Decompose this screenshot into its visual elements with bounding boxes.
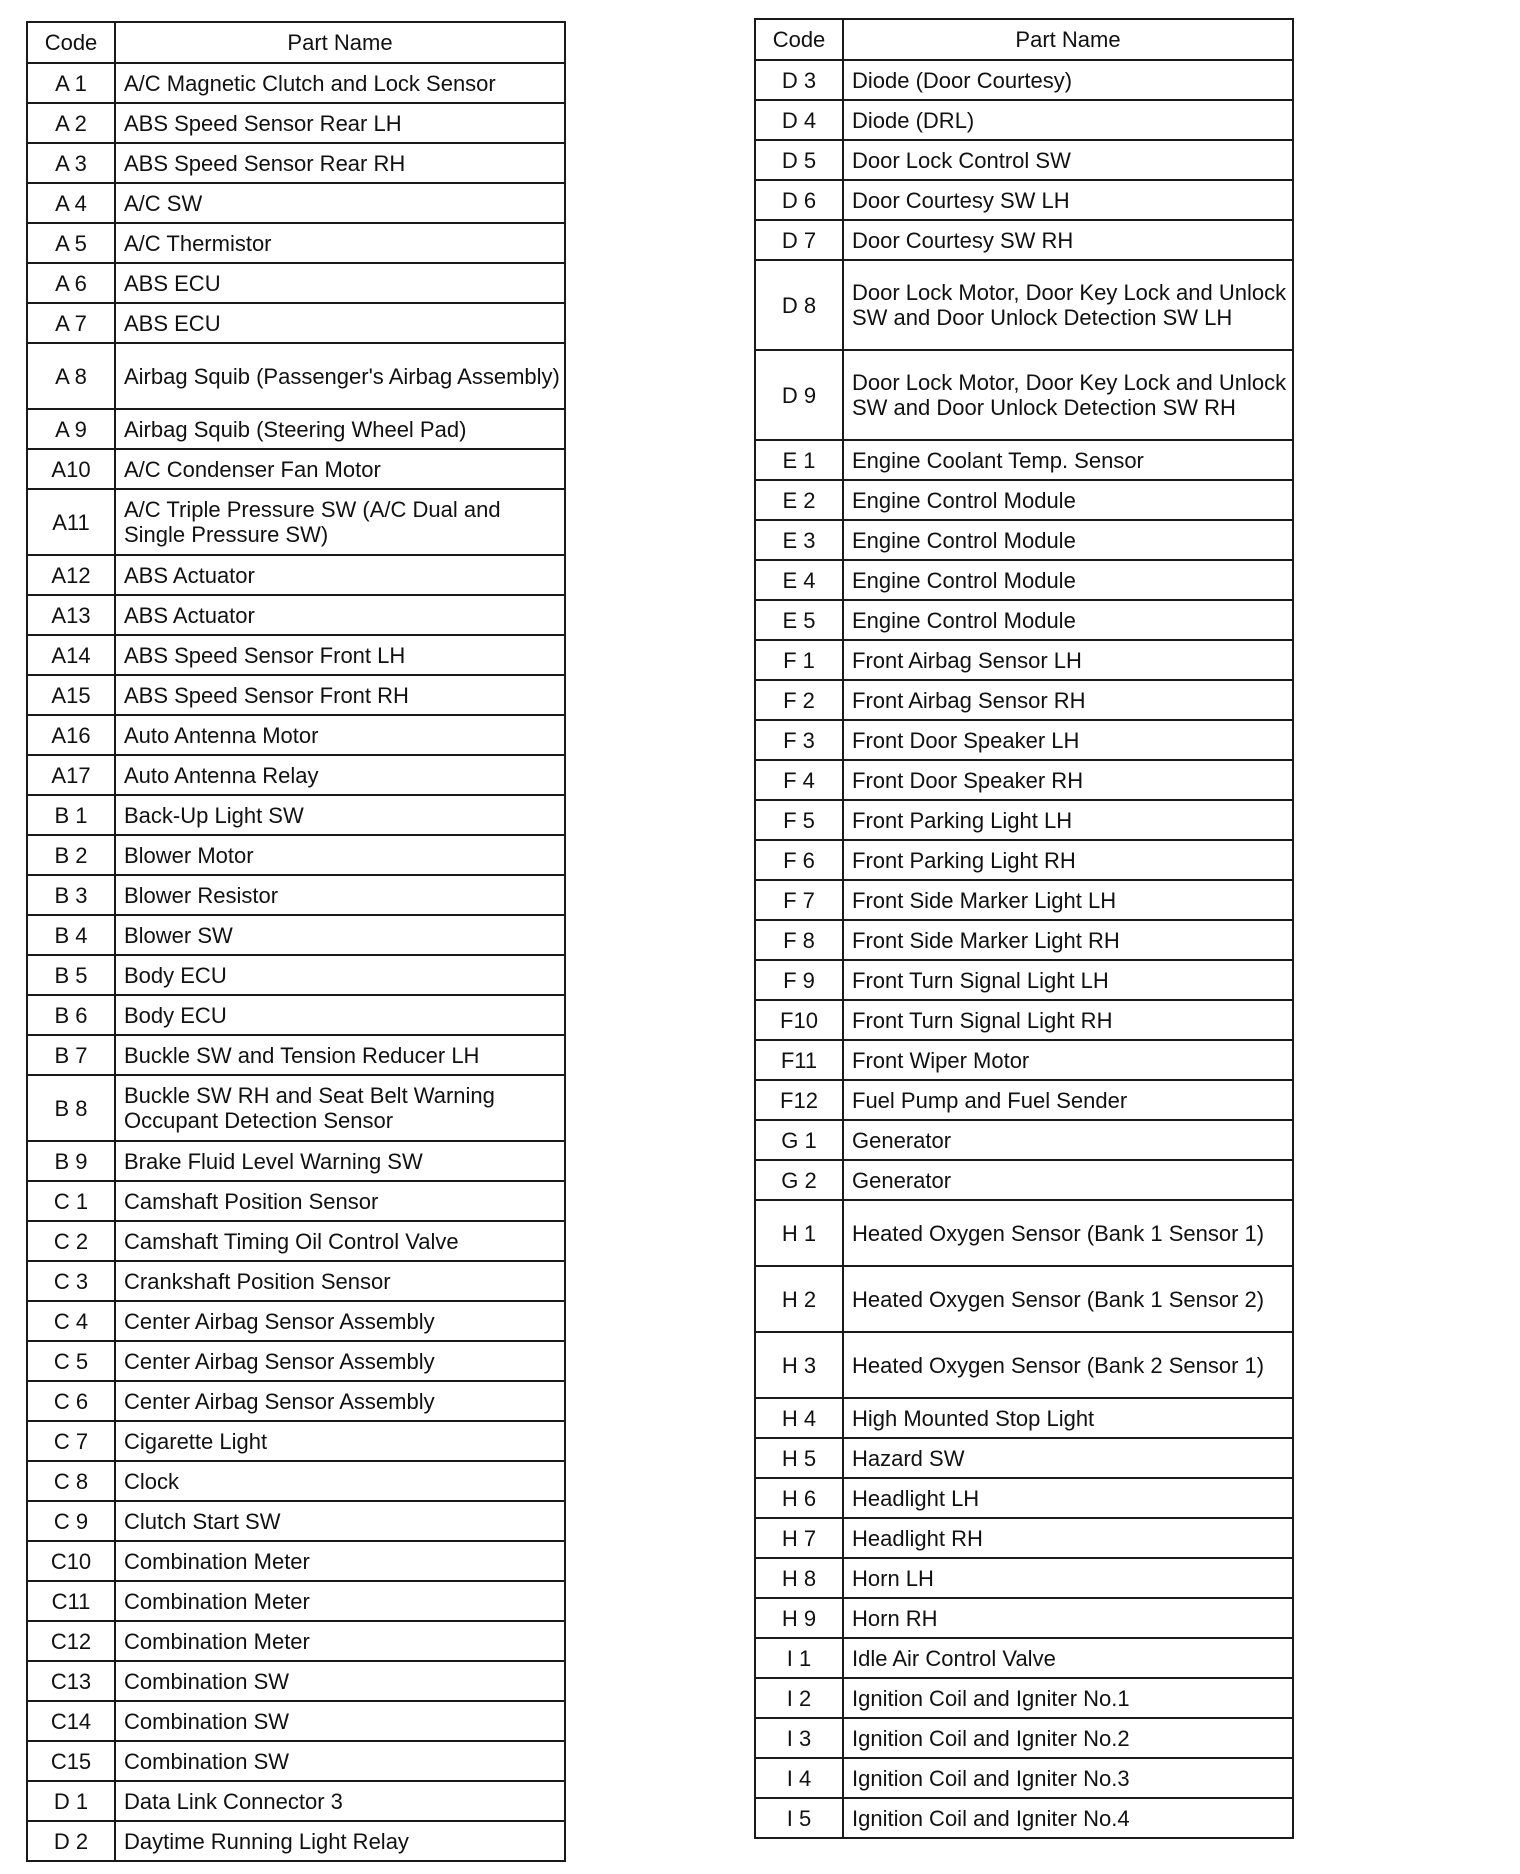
table-row [755, 1200, 1293, 1266]
table-row [27, 1141, 565, 1181]
code-cell: D 7 [755, 220, 843, 260]
code-cell: G 1 [755, 1120, 843, 1160]
code-cell: C 1 [27, 1181, 115, 1221]
part-name-cell: A/C Condenser Fan Motor [115, 449, 565, 489]
table-row [27, 755, 565, 795]
code-cell: D 1 [27, 1781, 115, 1821]
part-name-cell: Front Turn Signal Light RH [843, 1000, 1293, 1040]
code-cell: B 9 [27, 1141, 115, 1181]
table-row [755, 1160, 1293, 1200]
code-cell: E 5 [755, 600, 843, 640]
part-name-cell: Engine Coolant Temp. Sensor [843, 440, 1293, 480]
code-cell: F 2 [755, 680, 843, 720]
code-cell: H 8 [755, 1558, 843, 1598]
part-name-cell: Diode (DRL) [843, 100, 1293, 140]
table-row [27, 555, 565, 595]
code-cell: C 9 [27, 1501, 115, 1541]
code-cell: I 4 [755, 1758, 843, 1798]
code-cell: A 5 [27, 223, 115, 263]
table-row [755, 600, 1293, 640]
table-row [27, 1741, 565, 1781]
part-name-cell: A/C SW [115, 183, 565, 223]
code-cell: H 2 [755, 1266, 843, 1332]
part-name-cell: Engine Control Module [843, 520, 1293, 560]
table-row [27, 675, 565, 715]
code-cell: A 3 [27, 143, 115, 183]
code-cell: F 9 [755, 960, 843, 1000]
part-name-cell: Front Door Speaker LH [843, 720, 1293, 760]
part-name-cell: Front Side Marker Light RH [843, 920, 1293, 960]
code-cell: F 8 [755, 920, 843, 960]
code-cell: H 3 [755, 1332, 843, 1398]
code-cell: C 2 [27, 1221, 115, 1261]
code-cell: B 6 [27, 995, 115, 1035]
table-row [755, 1478, 1293, 1518]
code-cell: A13 [27, 595, 115, 635]
code-cell: C12 [27, 1621, 115, 1661]
code-cell: E 3 [755, 520, 843, 560]
part-name-cell: Ignition Coil and Igniter No.4 [843, 1798, 1293, 1838]
code-cell: A14 [27, 635, 115, 675]
part-name-cell: Front Parking Light LH [843, 800, 1293, 840]
part-name-cell: Combination SW [115, 1741, 565, 1781]
part-name-cell: ABS ECU [115, 263, 565, 303]
table-row [755, 880, 1293, 920]
code-cell: D 2 [27, 1821, 115, 1861]
part-name-cell: Combination SW [115, 1701, 565, 1741]
part-name-cell: Engine Control Module [843, 600, 1293, 640]
part-name-cell: Auto Antenna Relay [115, 755, 565, 795]
table-row [755, 1598, 1293, 1638]
table-row [755, 800, 1293, 840]
code-cell: F 4 [755, 760, 843, 800]
code-cell: B 7 [27, 1035, 115, 1075]
table-row [27, 1261, 565, 1301]
code-cell: F11 [755, 1040, 843, 1080]
table-row [755, 180, 1293, 220]
code-cell: D 4 [755, 100, 843, 140]
table-row [27, 1581, 565, 1621]
code-cell: H 6 [755, 1478, 843, 1518]
code-cell: A 2 [27, 103, 115, 143]
code-header: Code [755, 19, 843, 60]
table-row [755, 1758, 1293, 1798]
part-name-cell: Heated Oxygen Sensor (Bank 2 Sensor 1) [843, 1332, 1293, 1398]
part-name-cell: Buckle SW and Tension Reducer LH [115, 1035, 565, 1075]
part-name-cell: ABS Speed Sensor Front LH [115, 635, 565, 675]
table-row [27, 795, 565, 835]
part-name-cell: Brake Fluid Level Warning SW [115, 1141, 565, 1181]
part-name-cell: Blower Motor [115, 835, 565, 875]
code-cell: A15 [27, 675, 115, 715]
table-row [27, 409, 565, 449]
code-cell: F10 [755, 1000, 843, 1040]
code-cell: A 4 [27, 183, 115, 223]
part-name-cell: ABS Actuator [115, 595, 565, 635]
part-name-cell: Front Airbag Sensor RH [843, 680, 1293, 720]
code-cell: I 3 [755, 1718, 843, 1758]
part-name-cell: ABS Speed Sensor Front RH [115, 675, 565, 715]
code-cell: C 3 [27, 1261, 115, 1301]
part-name-cell: Hazard SW [843, 1438, 1293, 1478]
part-name-cell: Heated Oxygen Sensor (Bank 1 Sensor 1) [843, 1200, 1293, 1266]
table-row [755, 1266, 1293, 1332]
table-row [755, 480, 1293, 520]
part-name-cell: Headlight LH [843, 1478, 1293, 1518]
code-cell: E 1 [755, 440, 843, 480]
table-row [755, 140, 1293, 180]
part-name-cell: Body ECU [115, 995, 565, 1035]
code-cell: C 5 [27, 1341, 115, 1381]
part-name-cell: Front Wiper Motor [843, 1040, 1293, 1080]
table-row [27, 635, 565, 675]
code-cell: F 5 [755, 800, 843, 840]
table-row [27, 1341, 565, 1381]
part-name-cell: Door Lock Control SW [843, 140, 1293, 180]
code-cell: B 8 [27, 1075, 115, 1141]
code-cell: A11 [27, 489, 115, 555]
part-name-cell: Engine Control Module [843, 560, 1293, 600]
part-name-cell: Door Lock Motor, Door Key Lock and Unlock SW and Door Unlock Detection SW RH [843, 350, 1293, 440]
table-row [755, 1558, 1293, 1598]
part-name-cell: Generator [843, 1160, 1293, 1200]
code-cell: H 7 [755, 1518, 843, 1558]
part-name-cell: Horn LH [843, 1558, 1293, 1598]
table-row [27, 835, 565, 875]
code-cell: D 6 [755, 180, 843, 220]
part-name-cell: A/C Triple Pressure SW (A/C Dual and Single Pressure SW) [115, 489, 565, 555]
table-row [755, 220, 1293, 260]
table-row [755, 1438, 1293, 1478]
code-cell: D 3 [755, 60, 843, 100]
code-cell: D 9 [755, 350, 843, 440]
table-row [27, 1781, 565, 1821]
table-row [27, 875, 565, 915]
code-cell: B 5 [27, 955, 115, 995]
part-name-cell: Combination Meter [115, 1621, 565, 1661]
part-name-cell: Airbag Squib (Passenger's Airbag Assembly) [115, 343, 565, 409]
part-name-cell: Blower SW [115, 915, 565, 955]
code-cell: I 2 [755, 1678, 843, 1718]
code-cell: C10 [27, 1541, 115, 1581]
table-row [27, 595, 565, 635]
part-name-cell: Fuel Pump and Fuel Sender [843, 1080, 1293, 1120]
table-row [27, 1501, 565, 1541]
table-row [755, 760, 1293, 800]
table-row [27, 143, 565, 183]
code-cell: C 4 [27, 1301, 115, 1341]
table-row [755, 1798, 1293, 1838]
code-cell: H 1 [755, 1200, 843, 1266]
part-name-cell: ABS Speed Sensor Rear RH [115, 143, 565, 183]
code-cell: A16 [27, 715, 115, 755]
part-name-cell: Ignition Coil and Igniter No.1 [843, 1678, 1293, 1718]
table-row [27, 1821, 565, 1861]
part-name-header: Part Name [115, 22, 565, 63]
left-parts-table [26, 21, 566, 1862]
table-row [27, 183, 565, 223]
code-cell: C13 [27, 1661, 115, 1701]
part-name-cell: Door Courtesy SW RH [843, 220, 1293, 260]
code-cell: A12 [27, 555, 115, 595]
part-name-cell: Generator [843, 1120, 1293, 1160]
table-row [27, 1181, 565, 1221]
code-cell: B 2 [27, 835, 115, 875]
part-name-cell: Auto Antenna Motor [115, 715, 565, 755]
table-header-row [755, 19, 1293, 60]
table-row [27, 1381, 565, 1421]
table-row [27, 1301, 565, 1341]
part-name-cell: ABS ECU [115, 303, 565, 343]
table-row [755, 260, 1293, 350]
table-row [755, 1638, 1293, 1678]
code-cell: B 1 [27, 795, 115, 835]
code-cell: B 3 [27, 875, 115, 915]
table-row [755, 1080, 1293, 1120]
table-row [755, 720, 1293, 760]
code-cell: I 5 [755, 1798, 843, 1838]
table-row [27, 103, 565, 143]
code-cell: F 6 [755, 840, 843, 880]
table-row [755, 440, 1293, 480]
code-cell: A 7 [27, 303, 115, 343]
part-name-cell: Front Door Speaker RH [843, 760, 1293, 800]
code-cell: C 6 [27, 1381, 115, 1421]
code-cell: E 2 [755, 480, 843, 520]
part-name-cell: Front Parking Light RH [843, 840, 1293, 880]
code-cell: C15 [27, 1741, 115, 1781]
part-name-cell: Clock [115, 1461, 565, 1501]
table-row [755, 1040, 1293, 1080]
table-row [27, 1221, 565, 1261]
code-cell: A 1 [27, 63, 115, 103]
table-row [27, 915, 565, 955]
table-row [755, 1332, 1293, 1398]
code-cell: I 1 [755, 1638, 843, 1678]
table-row [27, 1075, 565, 1141]
table-row [27, 63, 565, 103]
table-row [755, 920, 1293, 960]
table-row [27, 1701, 565, 1741]
part-name-header: Part Name [843, 19, 1293, 60]
table-row [755, 840, 1293, 880]
code-cell: A 8 [27, 343, 115, 409]
code-cell: D 5 [755, 140, 843, 180]
part-name-cell: Combination Meter [115, 1581, 565, 1621]
table-row [755, 560, 1293, 600]
table-row [27, 263, 565, 303]
part-name-cell: Combination SW [115, 1661, 565, 1701]
part-name-cell: Data Link Connector 3 [115, 1781, 565, 1821]
part-name-cell: Door Courtesy SW LH [843, 180, 1293, 220]
table-row [27, 343, 565, 409]
part-name-cell: Body ECU [115, 955, 565, 995]
code-cell: C11 [27, 1581, 115, 1621]
code-cell: F12 [755, 1080, 843, 1120]
table-row [755, 350, 1293, 440]
code-cell: D 8 [755, 260, 843, 350]
table-row [27, 449, 565, 489]
table-row [27, 1621, 565, 1661]
code-cell: C 8 [27, 1461, 115, 1501]
part-name-cell: Headlight RH [843, 1518, 1293, 1558]
part-name-cell: Heated Oxygen Sensor (Bank 1 Sensor 2) [843, 1266, 1293, 1332]
table-row [755, 640, 1293, 680]
part-name-cell: A/C Magnetic Clutch and Lock Sensor [115, 63, 565, 103]
part-name-cell: Cigarette Light [115, 1421, 565, 1461]
part-name-cell: High Mounted Stop Light [843, 1398, 1293, 1438]
table-row [755, 1678, 1293, 1718]
code-cell: H 4 [755, 1398, 843, 1438]
code-cell: F 7 [755, 880, 843, 920]
table-row [27, 1421, 565, 1461]
table-row [27, 223, 565, 263]
table-row [755, 60, 1293, 100]
part-name-cell: Ignition Coil and Igniter No.2 [843, 1718, 1293, 1758]
code-cell: F 3 [755, 720, 843, 760]
code-cell: A17 [27, 755, 115, 795]
table-row [27, 489, 565, 555]
code-cell: A10 [27, 449, 115, 489]
code-cell: H 9 [755, 1598, 843, 1638]
code-cell: G 2 [755, 1160, 843, 1200]
part-name-cell: Center Airbag Sensor Assembly [115, 1341, 565, 1381]
code-cell: C 7 [27, 1421, 115, 1461]
table-row [27, 955, 565, 995]
code-cell: F 1 [755, 640, 843, 680]
code-cell: E 4 [755, 560, 843, 600]
table-row [27, 995, 565, 1035]
table-row [27, 1541, 565, 1581]
part-name-cell: Combination Meter [115, 1541, 565, 1581]
part-name-cell: Engine Control Module [843, 480, 1293, 520]
code-cell: A 9 [27, 409, 115, 449]
part-name-cell: Back-Up Light SW [115, 795, 565, 835]
part-name-cell: Front Side Marker Light LH [843, 880, 1293, 920]
table-row [755, 1000, 1293, 1040]
part-name-cell: Crankshaft Position Sensor [115, 1261, 565, 1301]
table-row [27, 1035, 565, 1075]
part-name-cell: Front Turn Signal Light LH [843, 960, 1293, 1000]
table-row [755, 960, 1293, 1000]
table-row [755, 100, 1293, 140]
part-name-cell: Center Airbag Sensor Assembly [115, 1301, 565, 1341]
code-cell: A 6 [27, 263, 115, 303]
part-name-cell: Camshaft Timing Oil Control Valve [115, 1221, 565, 1261]
part-name-cell: ABS Speed Sensor Rear LH [115, 103, 565, 143]
table-row [755, 520, 1293, 560]
code-cell: C14 [27, 1701, 115, 1741]
part-name-cell: Camshaft Position Sensor [115, 1181, 565, 1221]
part-name-cell: Clutch Start SW [115, 1501, 565, 1541]
table-row [27, 1661, 565, 1701]
part-name-cell: Blower Resistor [115, 875, 565, 915]
table-row [755, 1718, 1293, 1758]
part-name-cell: Idle Air Control Valve [843, 1638, 1293, 1678]
code-cell: B 4 [27, 915, 115, 955]
part-name-cell: Buckle SW RH and Seat Belt Warning Occupant Detection Sensor [115, 1075, 565, 1141]
code-cell: H 5 [755, 1438, 843, 1478]
part-name-cell: Front Airbag Sensor LH [843, 640, 1293, 680]
code-header: Code [27, 22, 115, 63]
part-name-cell: A/C Thermistor [115, 223, 565, 263]
part-name-cell: Center Airbag Sensor Assembly [115, 1381, 565, 1421]
right-parts-table [754, 18, 1294, 1839]
table-row [27, 1461, 565, 1501]
table-row [755, 1398, 1293, 1438]
table-header-row [27, 22, 565, 63]
table-row [755, 680, 1293, 720]
part-name-cell: Daytime Running Light Relay [115, 1821, 565, 1861]
part-name-cell: Diode (Door Courtesy) [843, 60, 1293, 100]
part-name-cell: Airbag Squib (Steering Wheel Pad) [115, 409, 565, 449]
table-row [27, 715, 565, 755]
table-row [755, 1120, 1293, 1160]
table-row [27, 303, 565, 343]
table-row [755, 1518, 1293, 1558]
part-name-cell: Door Lock Motor, Door Key Lock and Unlock SW and Door Unlock Detection SW LH [843, 260, 1293, 350]
part-name-cell: Horn RH [843, 1598, 1293, 1638]
part-name-cell: ABS Actuator [115, 555, 565, 595]
part-name-cell: Ignition Coil and Igniter No.3 [843, 1758, 1293, 1798]
